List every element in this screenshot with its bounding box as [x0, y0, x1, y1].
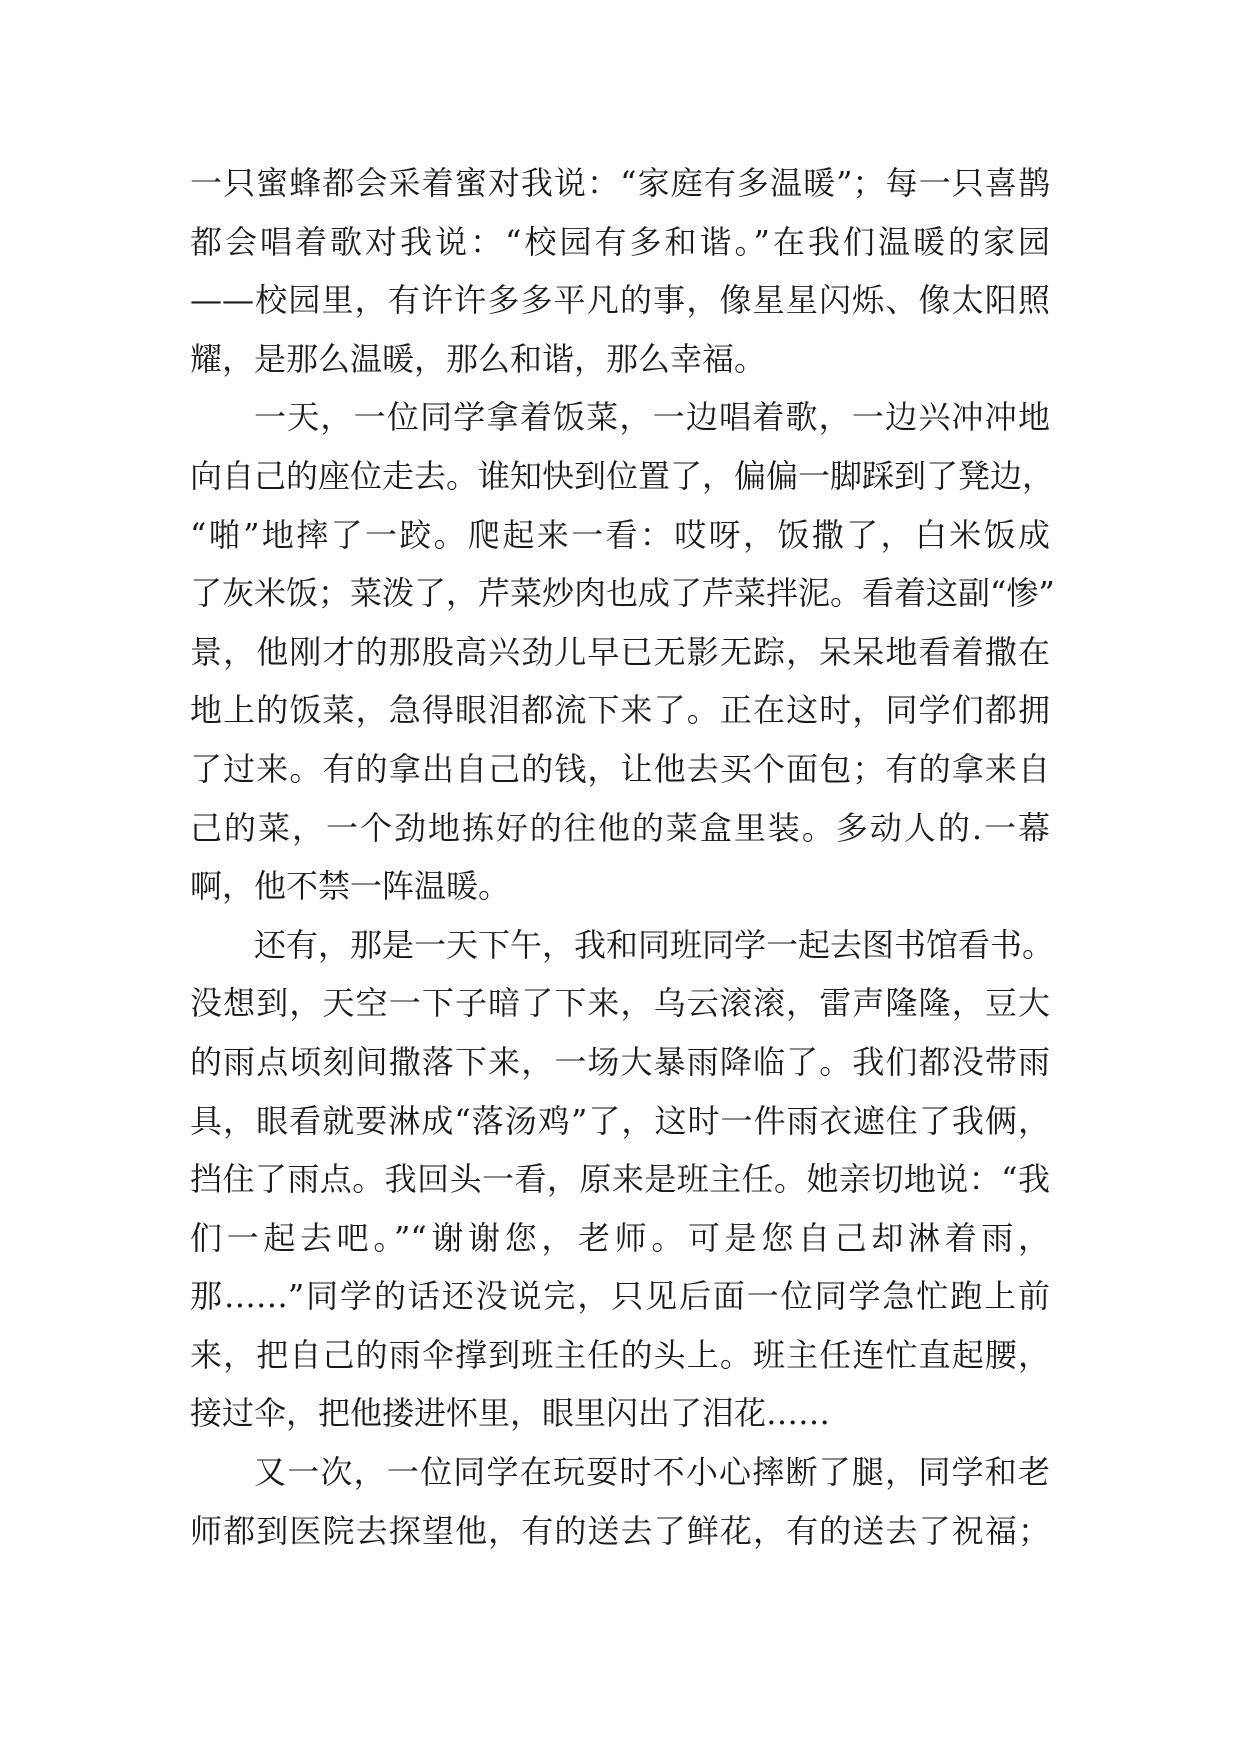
text-line: [190, 681, 1050, 740]
text-line: [190, 799, 1050, 858]
text-line: [190, 1209, 1050, 1268]
text-line: [190, 564, 1055, 623]
text-line: [190, 154, 1050, 213]
text-line-content: 一只蜜蜂都会采着蜜对我说：“家庭有多温暖”；每一只喜鹊: [190, 164, 1050, 202]
text-line: [190, 1092, 1050, 1151]
text-line-content: 又一次，一位同学在玩耍时不小心摔断了腿，同学和老: [254, 1453, 1050, 1492]
text-line-content: 们一起去吧。”“谢谢您，老师。可是您自己却淋着雨，: [190, 1218, 1050, 1257]
text-line: [190, 213, 1050, 272]
body-text: [190, 154, 1055, 1560]
text-line-content: 还有，那是一天下午，我和同班同学一起去图书馆看书。: [254, 925, 1055, 964]
text-line: [190, 916, 1055, 975]
text-line: [190, 447, 1055, 506]
text-line-content: 己的菜，一个劲地拣好的往他的菜盒里装。多动人的.一幕: [190, 808, 1050, 847]
text-line-content: 啊，他不禁一阵温暖。: [190, 867, 511, 906]
text-line-content: 接过伞，把他搂进怀里，眼里闪出了泪花……: [190, 1394, 831, 1433]
text-line: [190, 1502, 1050, 1561]
text-line-content: 了过来。有的拿出自己的钱，让他去买个面包；有的拿来自: [190, 749, 1050, 788]
text-line-content: 都会唱着歌对我说：“校园有多和谐。”在我们温暖的家园: [190, 222, 1050, 261]
text-line-content: 没想到，天空一下子暗了下来，乌云滚滚，雷声隆隆，豆大: [190, 984, 1050, 1023]
text-line-content: 来，把自己的雨伞撑到班主任的头上。班主任连忙直起腰，: [190, 1335, 1050, 1374]
text-line: [190, 974, 1050, 1033]
text-line: [190, 1443, 1050, 1502]
text-line-content: 挡住了雨点。我回头一看，原来是班主任。她亲切地说：“我: [190, 1160, 1050, 1199]
text-line-content: 师都到医院去探望他，有的送去了鲜花，有的送去了祝福；: [190, 1511, 1050, 1550]
text-line: [190, 1326, 1050, 1385]
text-line-content: 的雨点顷刻间撒落下来，一场大暴雨降临了。我们都没带雨: [190, 1042, 1050, 1081]
text-line-content: 景，他刚才的那股高兴劲儿早已无影无踪，呆呆地看着撒在: [190, 632, 1050, 671]
text-line: [190, 1033, 1050, 1092]
text-line: [190, 1150, 1050, 1209]
text-line: [190, 740, 1050, 799]
text-line-content: 向自己的座位走去。谁知快到位置了，偏偏一脚踩到了凳边，: [190, 456, 1055, 495]
text-line-content: 了灰米饭；菜泼了，芹菜炒肉也成了芹菜拌泥。看着这副“惨”: [190, 574, 1055, 613]
text-line-content: 那……”同学的话还没说完，只见后面一位同学急忙跑上前: [190, 1277, 1050, 1316]
text-line: [190, 1384, 1050, 1443]
text-line: [190, 623, 1050, 682]
text-line: [190, 506, 1050, 565]
text-line: [190, 388, 1050, 447]
text-line: [190, 330, 1050, 389]
text-line: [190, 1267, 1050, 1326]
text-line-content: ——校园里，有许许多多平凡的事，像星星闪烁、像太阳照: [190, 281, 1050, 320]
text-line-content: “啪”地摔了一跤。爬起来一看：哎呀，饭撒了，白米饭成: [190, 515, 1050, 554]
text-line-content: 具，眼看就要淋成“落汤鸡”了，这时一件雨衣遮住了我俩，: [190, 1101, 1050, 1140]
text-line: [190, 857, 1050, 916]
text-line: [190, 271, 1050, 330]
text-line-content: 耀，是那么温暖，那么和谐，那么幸福。: [190, 339, 767, 378]
text-line-content: 一天，一位同学拿着饭菜，一边唱着歌，一边兴冲冲地: [254, 398, 1050, 437]
text-line-content: 地上的饭菜，急得眼泪都流下来了。正在这时，同学们都拥: [190, 691, 1050, 730]
